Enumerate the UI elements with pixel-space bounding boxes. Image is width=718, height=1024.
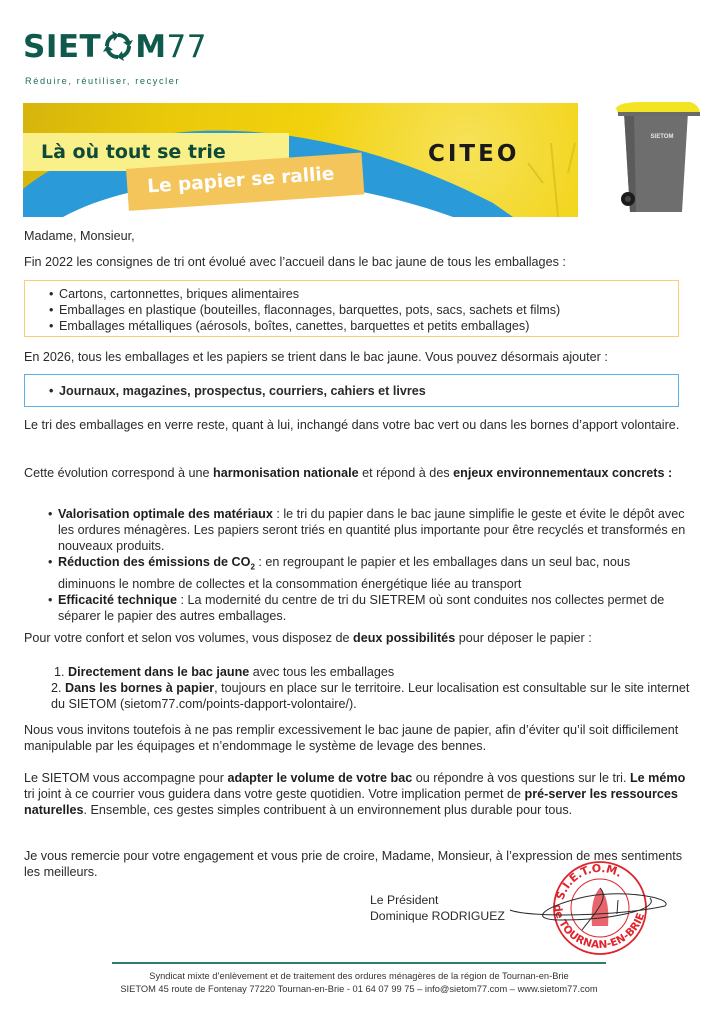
yellow-lid-bin-image [600,100,706,220]
packaging-item: • Emballages métalliques (aérosols, boîtes, canettes, barquettes et petits emballages) [51,318,678,334]
option-title: Directement dans le bac jaune [68,665,250,679]
campaign-banner [23,103,578,217]
logo-77: 77 [166,29,207,65]
bold-run: adapter le volume de votre bac [227,771,413,785]
stake-item [50,506,690,554]
logo-tagline: Réduire, réutiliser, recycler [25,76,181,86]
stake-text: : en regroupant le papier et les emballages dans un seul bac, nous diminuons le nombre de collectes et la consommation énergétique liée au transport [58,555,631,591]
stake-title-text: Réduction des émissions de CO [58,555,251,569]
stake-item [50,592,690,624]
packaging-list-box [24,280,679,337]
text-run: et répond à des [358,466,454,480]
text-run: Cette évolution correspond à une [24,466,214,480]
logo-wordmark [23,27,207,67]
invitation-paragraph: Nous vous invitons toutefois à ne pas remplir excessivement le bac jaune de papier, afin d’éviter qu’il soit difficilement manipulable par les équipages et n’endommage le système de levage des bennes. [24,723,679,753]
co2-subscript: 2 [250,562,255,572]
sietom-logo [23,27,213,93]
text-run: . Ensemble, ces gestes simples contribuent à un environnement plus durable pour tous. [83,803,573,817]
paper-item: • Journaux, magazines, prospectus, courriers, cahiers et livres [51,383,678,399]
stake-text: : le tri du papier dans le bac jaune simplifie le geste et évite le dépôt avec les ordures ménagères. Les papiers seront triés en quantité plus importante pour être recyclés et transformés en nouveaux produits. [58,507,686,553]
stamp-bottom-path: de TOURNAN-EN-BRIE [550,903,648,952]
greeting: Madame, Monsieur, [24,229,135,243]
text-run: tri joint à ce courrier vous guidera dans votre geste quotidien. Votre implication permet de [24,787,525,801]
support-paragraph [24,770,694,818]
stakes-list [50,506,690,624]
banner-subheadline: Le papier se rallie [146,163,335,198]
banner-headline: Là où tout se trie [41,141,226,163]
option-title: Dans les bornes à papier [65,681,215,695]
stake-title: Efficacité technique [58,592,177,607]
footer-divider [112,962,606,964]
stake-text: : La modernité du centre de tri du SIETREM où sont conduites nos collectes permet de séparer le papier des autres emballages. [58,592,665,623]
bold-run: harmonisation nationale [213,466,359,480]
paper-list-box [24,374,679,407]
stake-title [58,555,255,572]
option-text: , toujours en place sur le territoire. Leur localisation est consultable sur le site internet du SIETOM (sietom77.com/points-dapport-volontaire/). [51,681,690,711]
citeo-logo [428,139,519,169]
logo-prefix: SIET [23,29,102,65]
option-item [51,680,694,712]
footer [0,970,718,996]
footer-line-2: SIETOM 45 route de Fontenay 77220 Tournan-en-Brie - 01 64 07 99 75 – info@sietom77.com – www.sietom77.com [120,984,598,994]
option-number: 1. [54,665,65,679]
bold-run: enjeux environnementaux concrets : [453,466,673,480]
official-stamp-signature [500,858,670,958]
intro-paragraph: Fin 2022 les consignes de tri ont évolué avec l’accueil dans le bac jaune de tous les emballages : [24,255,566,269]
packaging-item: • Emballages en plastique (bouteilles, flaconnages, barquettes, pots, sacs, sachets et films) [51,302,678,318]
update-2026-paragraph: En 2026, tous les emballages et les papiers se trient dans le bac jaune. Vous pouvez désormais ajouter : [24,350,608,364]
text-run: ou répondre à vos questions sur le tri. [412,771,630,785]
packaging-item: • Cartons, cartonnettes, briques alimentaires [51,286,678,302]
closing-paragraph: Je vous remercie pour votre engagement et vous prie de croire, Madame, Monsieur, à l’expression de mes sentiments les meilleurs. [24,849,682,879]
bold-run: Le mémo [629,771,686,785]
bold-run: deux possibilités [353,631,456,645]
evolution-paragraph [24,465,694,481]
signatory-role: Le Président [370,893,439,907]
recycle-arrows-icon [102,30,134,62]
signature-block [370,892,505,924]
text-run: Pour votre confort et selon vos volumes, vous disposez de [24,631,354,645]
signatory-name: Dominique RODRIGUEZ [370,909,505,923]
stamp-top-path: S.I.E.T.O.M. [553,861,625,902]
flower-stems [528,143,575,217]
stake-item [50,554,690,592]
citeo-wordmark: CITEO [428,141,520,167]
option-text: avec tous les emballages [249,665,395,679]
option-item [54,664,694,680]
option-number: 2. [51,681,62,695]
footer-line-1: Syndicat mixte d’enlèvement et de traitement des ordures ménagères de la région de Tournan-en-Brie [149,971,569,981]
options-list [51,664,694,712]
logo-m: M [135,29,167,65]
bold-run: pré-server les ressources naturelles [24,787,678,817]
text-run: pour déposer le papier : [455,631,592,645]
glass-paragraph: Le tri des emballages en verre reste, quant à lui, inchangé dans votre bac vert ou dans les bornes d’apport volontaire. [24,418,680,432]
stake-title: Valorisation optimale des matériaux [58,507,273,521]
bin-label: SIETOM [650,134,674,140]
comfort-paragraph [24,630,694,646]
text-run: Le SIETOM vous accompagne pour [24,771,228,785]
